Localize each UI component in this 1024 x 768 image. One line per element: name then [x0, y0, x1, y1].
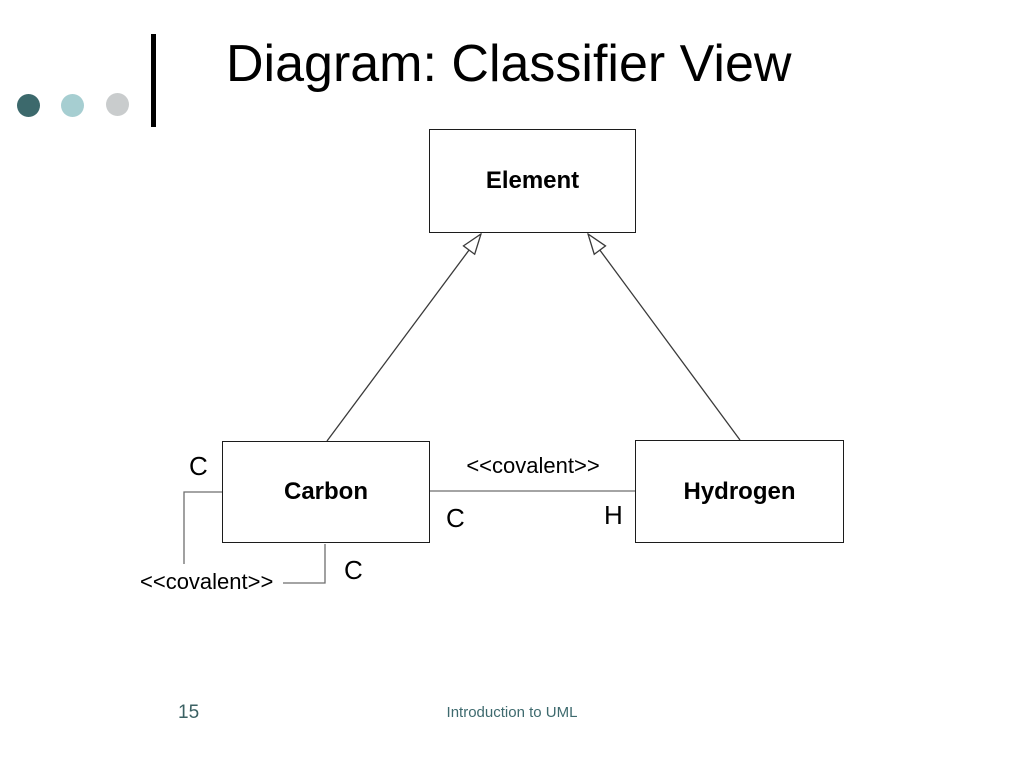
stereotype-covalent-self: <<covalent>> [140, 569, 274, 594]
footer-title: Introduction to UML [446, 704, 578, 721]
association-carbon-self-right [283, 544, 325, 583]
role-label-hydrogen-end: H [604, 500, 623, 530]
slide-title: Diagram: Classifier View [226, 35, 792, 93]
generalization-carbon-element [327, 234, 481, 441]
uml-class-element-name: Element [485, 167, 580, 194]
generalization-hydrogen-element [588, 234, 740, 440]
uml-class-hydrogen-name: Hydrogen [683, 477, 796, 505]
uml-class-hydrogen [635, 440, 844, 543]
page-number: 15 [178, 702, 200, 723]
role-label-self-left: C [189, 451, 208, 481]
role-label-carbon-end: C [446, 503, 465, 533]
uml-class-carbon [222, 441, 430, 543]
association-carbon-self-left [184, 492, 222, 564]
stereotype-covalent-main: <<covalent>> [466, 453, 600, 478]
uml-class-element [429, 129, 636, 233]
uml-class-carbon-name: Carbon [284, 478, 368, 505]
role-label-self-bottom: C [344, 555, 363, 585]
